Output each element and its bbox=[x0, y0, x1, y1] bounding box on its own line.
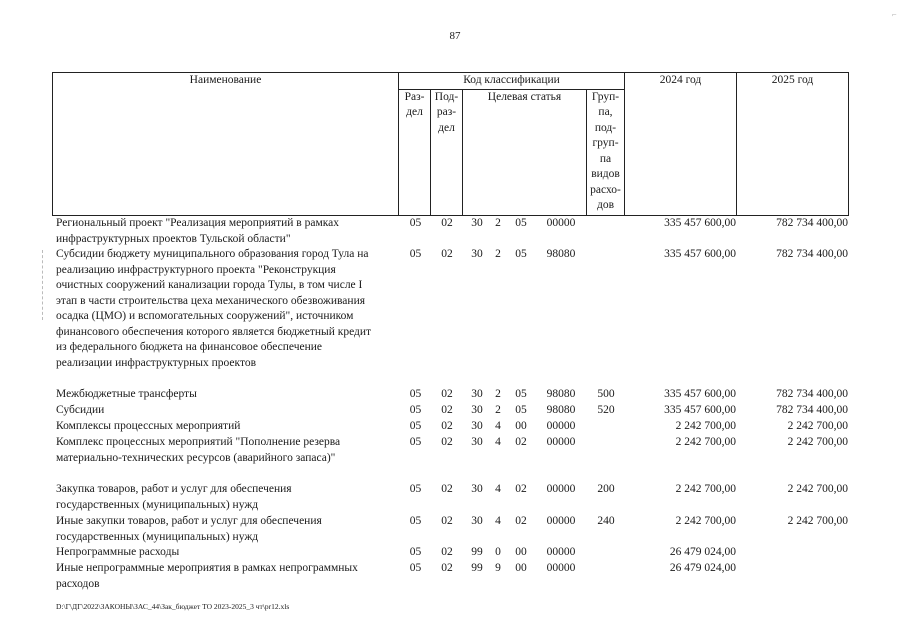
podrazdel-cell: 02 bbox=[441, 404, 453, 416]
row-name bbox=[56, 561, 398, 592]
row-name-line: реализации инфраструктурных проектов bbox=[56, 356, 257, 369]
table-row bbox=[52, 216, 852, 247]
target-article-part4: 98080 bbox=[546, 388, 576, 400]
target-article-part3: 00 bbox=[515, 420, 527, 432]
row-name-line: реализацию инфраструктурного проекта "Реконструкция bbox=[56, 263, 336, 276]
target-article-part1: 99 bbox=[471, 562, 483, 574]
target-article-part1: 30 bbox=[471, 515, 483, 527]
podrazdel-cell: 02 bbox=[441, 515, 453, 527]
razdel-cell: 05 bbox=[409, 436, 422, 448]
amount-2025: 782 734 400,00 bbox=[776, 217, 848, 229]
podrazdel-cell: 02 bbox=[441, 388, 453, 400]
razdel-cell: 05 bbox=[409, 404, 422, 416]
row-name-line: материально-технических ресурсов (аварийного запаса)" bbox=[56, 451, 336, 464]
table-row bbox=[52, 514, 852, 545]
row-name-line: Комплексы процессных мероприятий bbox=[56, 420, 241, 432]
podrazdel-cell: 02 bbox=[441, 420, 453, 432]
razdel-cell: 05 bbox=[409, 388, 422, 400]
target-article-part2: 2 bbox=[495, 248, 501, 260]
row-name-line: Закупка товаров, работ и услуг для обеспечения bbox=[56, 483, 292, 495]
razdel-cell: 05 bbox=[409, 217, 422, 229]
header-year-2025: 2025 год bbox=[737, 73, 849, 216]
target-article-part2: 2 bbox=[495, 404, 501, 416]
target-article-part1: 30 bbox=[471, 248, 483, 260]
amount-2025: 2 242 700,00 bbox=[787, 483, 848, 495]
footer-file-path: D:\Г\ДГ\2022\ЗАКОНЫ\ЗАС_44\Зак_бюджет ТО 2023-2025_3 чт\pr12.xls bbox=[56, 602, 290, 611]
row-name bbox=[56, 514, 398, 545]
target-article-part1: 99 bbox=[471, 546, 483, 558]
target-article-part4: 00000 bbox=[546, 515, 576, 527]
row-name-line: расходов bbox=[56, 577, 100, 590]
table-row bbox=[52, 419, 852, 435]
podrazdel-cell: 02 bbox=[441, 546, 453, 558]
row-name-line: Субсидии бюджету муниципального образования город Тула на bbox=[56, 248, 369, 260]
amount-2025: 782 734 400,00 bbox=[776, 248, 848, 260]
row-name bbox=[56, 545, 398, 561]
target-article-part3: 00 bbox=[515, 562, 527, 574]
table-row bbox=[52, 435, 852, 482]
target-article-part2: 4 bbox=[495, 483, 501, 495]
header-code-group: Код классификации bbox=[399, 73, 625, 90]
target-article-part1: 30 bbox=[471, 420, 483, 432]
target-article-part1: 30 bbox=[471, 388, 483, 400]
row-name-line: финансового обеспечения которого является бюджетный кредит bbox=[56, 325, 372, 338]
page-number: 87 bbox=[449, 30, 461, 42]
target-article-part1: 30 bbox=[471, 483, 483, 495]
target-article-part4: 00000 bbox=[546, 436, 576, 448]
target-article-part3: 02 bbox=[515, 436, 527, 448]
header-target-article: Целевая статья bbox=[463, 89, 587, 216]
razdel-cell: 05 bbox=[409, 546, 422, 558]
target-article-part2: 4 bbox=[495, 436, 501, 448]
table-row bbox=[52, 561, 852, 592]
target-article-part3: 05 bbox=[515, 404, 527, 416]
razdel-cell: 05 bbox=[409, 420, 422, 432]
target-article-part4: 00000 bbox=[546, 420, 576, 432]
row-name-line: очистных сооружений канализации города Тулы, в том числе I bbox=[56, 279, 363, 291]
amount-2024: 335 457 600,00 bbox=[664, 217, 736, 229]
row-name-line: Комплекс процессных мероприятий "Пополнение резерва bbox=[56, 436, 341, 448]
amount-2024: 335 457 600,00 bbox=[664, 388, 736, 400]
expense-type-cell: 200 bbox=[597, 483, 615, 495]
podrazdel-cell: 02 bbox=[441, 562, 453, 574]
amount-2024: 2 242 700,00 bbox=[675, 483, 736, 495]
target-article-part4: 00000 bbox=[546, 217, 576, 229]
target-article-part4: 98080 bbox=[546, 404, 576, 416]
target-article-part3: 02 bbox=[515, 483, 527, 495]
expense-type-cell: 520 bbox=[597, 404, 615, 416]
amount-2024: 335 457 600,00 bbox=[664, 248, 736, 260]
target-article-part2: 2 bbox=[495, 388, 501, 400]
target-article-part3: 05 bbox=[515, 248, 527, 260]
amount-2025: 782 734 400,00 bbox=[776, 388, 848, 400]
podrazdel-cell: 02 bbox=[441, 217, 453, 229]
row-name-line: Иные закупки товаров, работ и услуг для обеспечения bbox=[56, 515, 322, 527]
podrazdel-cell: 02 bbox=[441, 436, 453, 448]
row-name bbox=[56, 435, 398, 466]
header-razdel: Раз- дел bbox=[399, 89, 431, 216]
header-name: Наименование bbox=[53, 73, 399, 216]
row-name-line: осадка (ЦМО) и вспомогательных сооружений", источником bbox=[56, 310, 354, 322]
target-article-part3: 02 bbox=[515, 515, 527, 527]
amount-2025: 782 734 400,00 bbox=[776, 404, 848, 416]
row-name bbox=[56, 216, 398, 247]
target-article-part2: 4 bbox=[495, 515, 501, 527]
table-row bbox=[52, 247, 852, 387]
expense-type-cell: 500 bbox=[597, 388, 615, 400]
razdel-cell: 05 bbox=[409, 515, 422, 527]
target-article-part3: 05 bbox=[515, 217, 527, 229]
amount-2024: 26 479 024,00 bbox=[669, 546, 736, 558]
target-article-part1: 30 bbox=[471, 436, 483, 448]
target-article-part2: 0 bbox=[495, 546, 501, 558]
amount-2024: 2 242 700,00 bbox=[675, 436, 736, 448]
row-name bbox=[56, 419, 398, 435]
row-name-line: государственных (муниципальных) нужд bbox=[56, 498, 259, 511]
amount-2024: 26 479 024,00 bbox=[669, 562, 736, 574]
table-row bbox=[52, 387, 852, 403]
table-row bbox=[52, 403, 852, 419]
target-article-part1: 30 bbox=[471, 404, 483, 416]
target-article-part2: 4 bbox=[495, 420, 501, 432]
header-year-2024: 2024 год bbox=[625, 73, 737, 216]
amount-2024: 2 242 700,00 bbox=[675, 515, 736, 527]
row-name-line: Субсидии bbox=[56, 404, 105, 416]
target-article-part1: 30 bbox=[471, 217, 483, 229]
row-name-line: Межбюджетные трансферты bbox=[56, 388, 197, 400]
target-article-part4: 00000 bbox=[546, 483, 576, 495]
row-name bbox=[56, 482, 398, 513]
razdel-cell: 05 bbox=[409, 248, 422, 260]
target-article-part2: 9 bbox=[495, 562, 501, 574]
amount-2024: 2 242 700,00 bbox=[675, 420, 736, 432]
amount-2025: 2 242 700,00 bbox=[787, 436, 848, 448]
row-name bbox=[56, 387, 398, 403]
row-name-line: государственных (муниципальных) нужд bbox=[56, 530, 259, 543]
row-name-line: Иные непрограммные мероприятия в рамках непрограммных bbox=[56, 562, 358, 574]
podrazdel-cell: 02 bbox=[441, 248, 453, 260]
amount-2024: 335 457 600,00 bbox=[664, 404, 736, 416]
row-name bbox=[56, 403, 398, 419]
table-row bbox=[52, 545, 852, 561]
row-name-line: Непрограммные расходы bbox=[56, 546, 180, 558]
row-name-line: инфраструктурных проектов Тульской области" bbox=[56, 232, 291, 245]
target-article-part3: 05 bbox=[515, 388, 527, 400]
podrazdel-cell: 02 bbox=[441, 483, 453, 495]
table-row bbox=[52, 482, 852, 514]
target-article-part2: 2 bbox=[495, 217, 501, 229]
header-expense-type-group: Груп- па, под- груп- па видов расхо- дов bbox=[587, 89, 625, 216]
header-podrazdel: Под- раз- дел bbox=[431, 89, 463, 216]
target-article-part4: 00000 bbox=[546, 562, 576, 574]
target-article-part4: 00000 bbox=[546, 546, 576, 558]
target-article-part3: 00 bbox=[515, 546, 527, 558]
scan-corner-mark: ⌐ bbox=[892, 10, 897, 19]
row-name bbox=[56, 247, 398, 371]
scan-edge-mark bbox=[42, 250, 43, 320]
expense-type-cell: 240 bbox=[597, 515, 615, 527]
amount-2025: 2 242 700,00 bbox=[787, 420, 848, 432]
table-header bbox=[52, 72, 849, 216]
row-name-line: из федерального бюджета на финансовое обеспечение bbox=[56, 341, 323, 353]
razdel-cell: 05 bbox=[409, 483, 422, 495]
target-article-part4: 98080 bbox=[546, 248, 576, 260]
amount-2025: 2 242 700,00 bbox=[787, 515, 848, 527]
row-name-line: этап в части строительства цеха механического обезвоживания bbox=[56, 294, 366, 307]
row-name-line: Региональный проект "Реализация мероприятий в рамках bbox=[56, 217, 340, 229]
razdel-cell: 05 bbox=[409, 562, 422, 574]
